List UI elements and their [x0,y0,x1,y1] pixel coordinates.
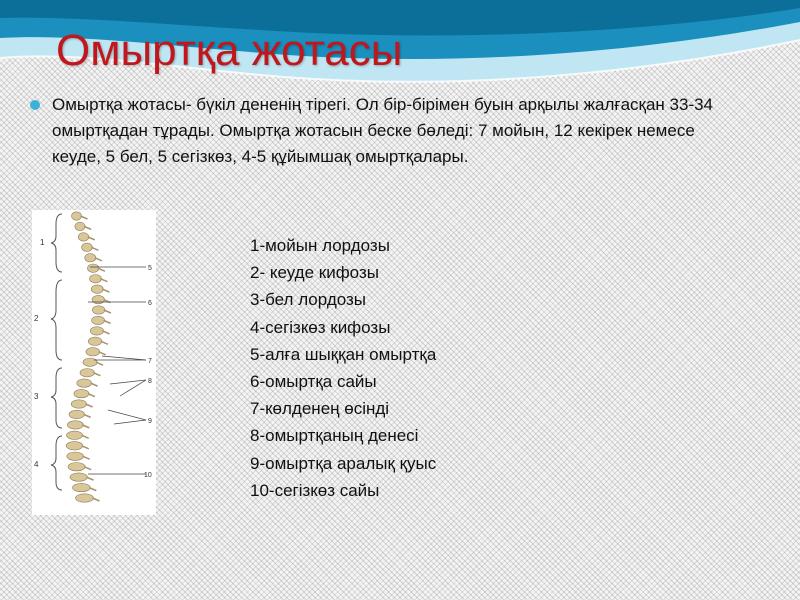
region-label-4: 4 [34,460,39,469]
intro-text: Омыртқа жотасы- бүкіл дененің тірегі. Ол бір-бірімен буын арқылы жалғасқан 33-34 омыртқадан тұрады. Омыртқа жотасын беске бөледі: 7 мойын, 12 кекірек немесе кеуде, 5 бел, 5 сегізкөз, 4-5 құйымшақ омыртқалары. [52,95,714,166]
region-label-3: 3 [34,392,39,401]
vertebra [91,285,103,293]
legend-item-6: 6-омыртқа сайы [250,372,377,392]
vertebra [92,306,105,314]
vertebra [90,275,102,283]
legend-item-3: 3-бел лордозы [250,290,367,310]
vertebra [73,483,91,491]
region-label-2: 2 [34,314,39,323]
vertebra [70,473,87,481]
legend-item-10: 10-сегізкөз сайы [250,480,380,500]
vertebra [76,494,94,502]
vertebra [80,369,94,377]
pointer-label-7: 7 [148,358,152,365]
legend-item-8: 8-омыртқаның денесі [250,426,419,446]
vertebra [85,254,96,262]
vertebra [67,431,83,439]
vertebra [69,410,85,418]
vertebra [72,212,82,220]
intro-paragraph [30,92,730,170]
bullet-icon [30,100,40,110]
vertebra [92,316,105,324]
vertebra [75,222,85,230]
vertebra [92,295,104,303]
page-title: Омыртқа жотасы [56,26,403,75]
legend-item-1: 1-мойын лордозы [250,236,390,255]
vertebra [67,421,83,429]
vertebra [82,243,93,251]
vertebra [71,400,86,408]
vertebra [68,463,85,471]
region-label-1: 1 [40,238,45,247]
legend-list [250,232,436,504]
vertebra [78,233,89,241]
legend-item-2: 2- кеуде кифозы [250,263,379,283]
vertebra [74,389,89,397]
vertebra [67,452,84,460]
pointer-label-10: 10 [144,472,152,479]
legend-item-9: 9-омыртқа аралық қуыс [250,453,437,473]
vertebra [77,379,92,387]
vertebra [86,348,100,356]
vertebra [88,337,102,345]
legend-item-4: 4-сегізкөз кифозы [250,317,391,337]
pointer-label-6: 6 [148,300,152,307]
pointer-label-5: 5 [148,265,152,272]
spine-diagram [32,210,156,515]
legend-item-5: 5-алға шыққан омыртқа [250,344,437,364]
pointer-label-8: 8 [148,378,152,385]
vertebra [88,264,99,272]
pointer-label-9: 9 [148,418,152,425]
vertebra [90,327,103,335]
vertebra [66,442,83,450]
legend-item-7: 7-көлденең өсінді [250,399,390,419]
vertebra [83,358,97,366]
